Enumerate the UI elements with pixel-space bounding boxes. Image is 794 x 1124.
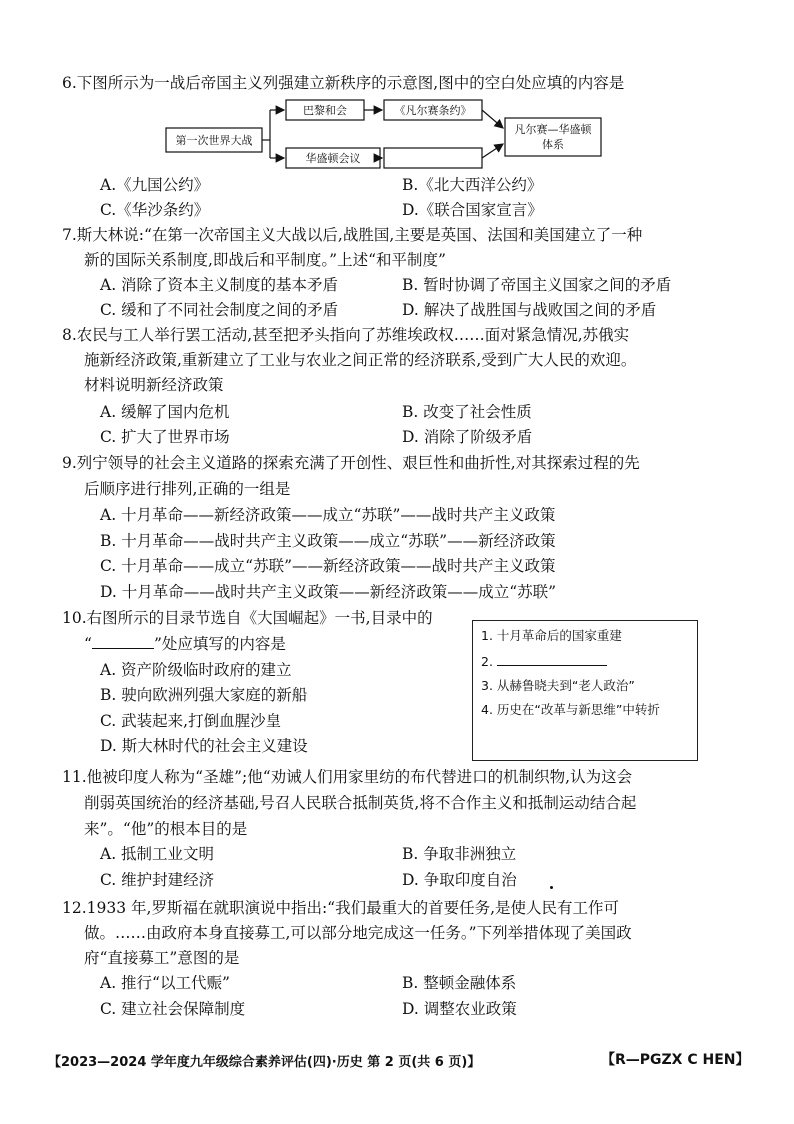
- q11-option-c: C. 维护封建经济: [100, 871, 215, 889]
- q8-option-b: B. 改变了社会性质: [402, 403, 532, 421]
- q7-stem-2: 新的国际关系制度,即战后和平制度。”上述“和平制度”: [84, 251, 446, 269]
- q9-option-c: C. 十月革命——成立“苏联”——新经济政策——战时共产主义政策: [100, 557, 556, 575]
- q7-option-b: B. 暂时协调了帝国主义国家之间的矛盾: [402, 276, 672, 294]
- q9-stem-2: 后顺序进行排列,正确的一组是: [84, 480, 291, 498]
- toc-item-3: 3. 从赫鲁晓夫到“老人政治”: [481, 678, 635, 693]
- q6-option-b: B.《北大西洋公约》: [402, 176, 543, 194]
- q12-stem-1: 12.1933 年,罗斯福在就职演说中指出:“我们最重大的首要任务,是使人民有工作可: [62, 899, 620, 917]
- diagram-text-washington: 华盛顿会议: [305, 152, 361, 165]
- q7-option-a: A. 消除了资本主义制度的基本矛盾: [100, 276, 339, 294]
- paper-code: 【R—PGZX C HEN】: [601, 1052, 750, 1068]
- q12-option-b: B. 整顿金融体系: [402, 974, 517, 992]
- q10-option-c: C. 武装起来,打倒血腥沙皇: [100, 712, 282, 730]
- toc-item-4: 4. 历史在“改革与新思维”中转折: [481, 702, 660, 717]
- q11-option-b: B. 争取非洲独立: [402, 845, 517, 863]
- toc-item-2: [481, 653, 607, 671]
- q9-stem-1: 9.列宁领导的社会主义道路的探索充满了开创性、艰巨性和曲折性,对其探索过程的先: [62, 454, 640, 472]
- diagram-text-result-2: 体系: [542, 138, 564, 151]
- q8-stem-2: 施新经济政策,重新建立了工业与农业之间正常的经济联系,受到广大人民的欢迎。: [84, 351, 637, 369]
- q7-option-c: C. 缓和了不同社会制度之间的矛盾: [100, 301, 339, 319]
- q6-option-c: C.《华沙条约》: [100, 201, 210, 219]
- diagram-text-paris: 巴黎和会: [303, 104, 347, 117]
- diagram-text-result-1: 凡尔赛—华盛顿: [514, 123, 592, 136]
- q6-diagram: [160, 98, 610, 176]
- q12-stem-2: 做。……由政府本身直接募工,可以部分地完成这一任务。”下列举措体现了美国政: [84, 924, 632, 942]
- q8-option-c: C. 扩大了世界市场: [100, 428, 230, 446]
- q11-option-a: A. 抵制工业文明: [100, 845, 215, 863]
- toc-item-2-blank: [497, 653, 607, 666]
- q11-stem-1: 11.他被印度人称为“圣雄”;他“劝诫人们用家里纺的布代替进口的机制织物,认为这会: [62, 768, 633, 786]
- diagram-text-start: 第一次世界大战: [175, 134, 253, 147]
- page-footer: 【2023—2024 学年度九年级综合素养评估(四)·历史 第 2 页(共 6 页)】: [48, 1055, 481, 1070]
- q11-option-d: D. 争取印度自治: [402, 871, 517, 889]
- q12-stem-3: 府“直接募工”意图的是: [84, 949, 240, 967]
- q12-option-a: A. 推行“以工代赈”: [100, 974, 230, 992]
- q7-option-d: D. 解决了战胜国与战败国之间的矛盾: [402, 301, 657, 319]
- q10-stem-2-close: ”处应填写的内容是: [153, 635, 286, 653]
- q12-option-d: D. 调整农业政策: [402, 1000, 517, 1018]
- q9-option-b: B. 十月革命——战时共产主义政策——成立“苏联”——新经济政策: [100, 532, 556, 550]
- q8-stem-3: 材料说明新经济政策: [84, 376, 224, 394]
- q10-option-a: A. 资产阶级临时政府的建立: [100, 661, 292, 679]
- q6-stem: 6.下图所示为一战后帝国主义列强建立新秩序的示意图,图中的空白处应填的内容是: [62, 74, 625, 92]
- q10-stem-1: 10.右图所示的目录节选自《大国崛起》一书,目录中的: [62, 609, 433, 627]
- q7-stem-1: 7.斯大林说:“在第一次帝国主义大战以后,战胜国,主要是英国、法国和美国建立了一种: [62, 226, 643, 244]
- q10-option-b: B. 驶向欧洲列强大家庭的新船: [100, 686, 308, 704]
- q8-option-a: A. 缓解了国内危机: [100, 403, 230, 421]
- q9-option-a: A. 十月革命——新经济政策——成立“苏联”——战时共产主义政策: [100, 506, 556, 524]
- toc-item-1: 1. 十月革命后的国家重建: [481, 628, 622, 643]
- q10-stem-2: [84, 633, 286, 655]
- stray-dot: [550, 886, 553, 889]
- q11-stem-3: 来”。“他”的根本目的是: [84, 820, 248, 838]
- q6-option-a: A.《九国公约》: [100, 176, 210, 194]
- q11-stem-2: 削弱英国统治的经济基础,号召人民联合抵制英货,将不合作主义和抵制运动结合起: [84, 794, 637, 812]
- q10-blank: [92, 636, 154, 649]
- q8-stem-1: 8.农民与工人举行罢工活动,甚至把矛头指向了苏维埃政权……面对紧急情况,苏俄实: [62, 326, 630, 344]
- diagram-box-blank: [384, 148, 482, 168]
- toc-item-2-num: 2.: [481, 654, 493, 669]
- q12-option-c: C. 建立社会保障制度: [100, 1000, 246, 1018]
- diagram-text-versailles: 《凡尔赛条约》: [394, 104, 472, 117]
- q10-option-d: D. 斯大林时代的社会主义建设: [100, 737, 308, 755]
- q9-option-d: D. 十月革命——战时共产主义政策——新经济政策——成立“苏联”: [100, 583, 557, 601]
- q8-option-d: D. 消除了阶级矛盾: [402, 428, 533, 446]
- q6-option-d: D.《联合国家宣言》: [402, 201, 543, 219]
- q10-stem-2-open: “: [84, 635, 92, 653]
- q10-toc-box: [472, 620, 698, 761]
